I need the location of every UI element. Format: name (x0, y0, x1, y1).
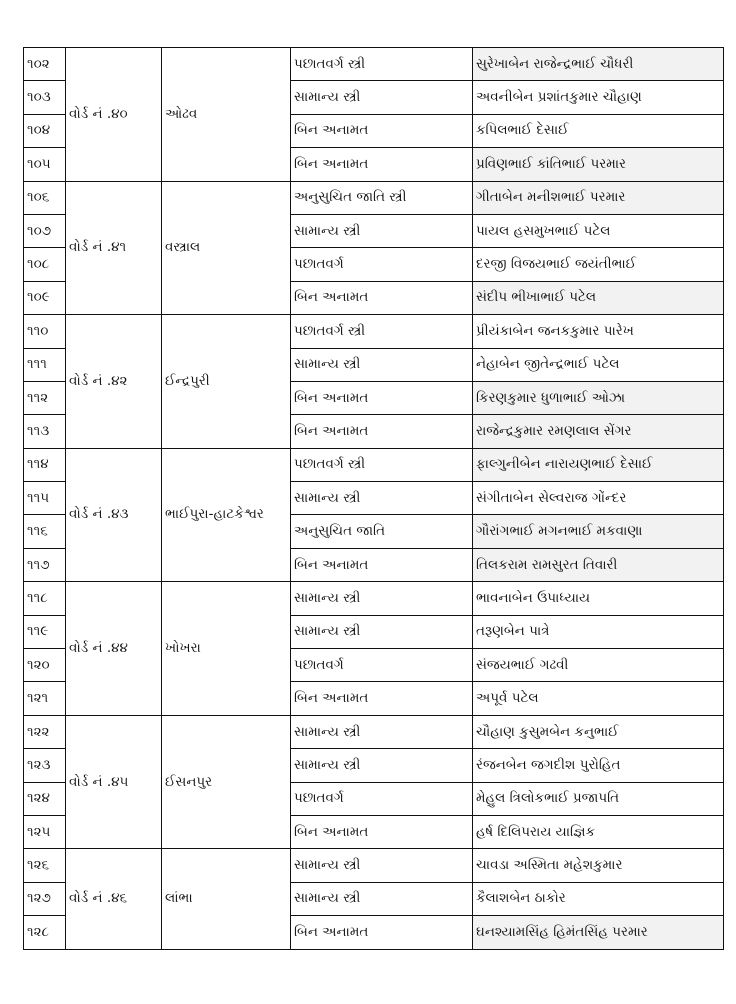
table-body (24, 48, 724, 950)
reservation-category: બિન અનામત (291, 815, 473, 848)
candidate-name: ફાલ્ગુનીબેન નારાયણભાઈ દેસાઈ (473, 448, 724, 481)
table-row (24, 582, 724, 615)
candidate-name: તરૂણબેન પાત્રે (473, 615, 724, 648)
ward-number: વોર્ડ નં .૪૬ (66, 849, 162, 949)
ward-number: વોર્ડ નં .૪૦ (66, 48, 162, 182)
candidate-name: સંદીપ ભીખાભાઈ પટેલ (473, 281, 724, 314)
seat-number: ૧૦૪ (24, 114, 66, 147)
seat-number: ૧૦૭ (24, 214, 66, 247)
reservation-category: બિન અનામત (291, 548, 473, 581)
candidate-name: ભાવનાબેન ઉપાધ્યાય (473, 582, 724, 615)
candidate-name: ચાવડા અસ્મિતા મહેશકુમાર (473, 849, 724, 882)
candidate-name: કૈલાશબેન ઠાકોર (473, 882, 724, 915)
seat-number: ૧૨૪ (24, 782, 66, 815)
table-row (24, 48, 724, 81)
seat-number: ૧૨૫ (24, 815, 66, 848)
seat-number: ૧૨૬ (24, 849, 66, 882)
reservation-category: સામાન્ય સ્ત્રી (291, 348, 473, 381)
ward-number: વોર્ડ નં .૪૫ (66, 715, 162, 849)
reservation-category: સામાન્ય સ્ત્રી (291, 582, 473, 615)
ward-area: ઓઢવ (162, 48, 291, 182)
table-row (24, 181, 724, 214)
candidate-name: સુરેખાબેન રાજેન્દ્રભાઈ ચૌધરી (473, 48, 724, 81)
reservation-category: સામાન્ય સ્ત્રી (291, 749, 473, 782)
candidate-name: સંજયભાઈ ગઢવી (473, 649, 724, 682)
candidate-name: તિલકરામ રામસુરત તિવારી (473, 548, 724, 581)
seat-number: ૧૨૦ (24, 649, 66, 682)
candidate-name: મેહુલ ત્રિલોકભાઈ પ્રજાપતિ (473, 782, 724, 815)
ward-number: વોર્ડ નં .૪૩ (66, 448, 162, 582)
reservation-category: બિન અનામત (291, 281, 473, 314)
candidate-name: સંગીતાબેન સેલ્વરાજ ગોંન્દર (473, 482, 724, 515)
seat-number: ૧૨૧ (24, 682, 66, 715)
reservation-category: બિન અનામત (291, 381, 473, 414)
seat-number: ૧૨૩ (24, 749, 66, 782)
ward-area: લાંભા (162, 849, 291, 949)
reservation-category: પછાતવર્ગ (291, 649, 473, 682)
reservation-category: બિન અનામત (291, 682, 473, 715)
reservation-category: બિન અનામત (291, 916, 473, 949)
candidate-name: રાજેન્દ્રકુમાર રમણલાલ સેંગર (473, 415, 724, 448)
seat-number: ૧૧૦ (24, 315, 66, 348)
ward-number: વોર્ડ નં .૪૧ (66, 181, 162, 315)
ward-area: વસ્ત્રાલ (162, 181, 291, 315)
seat-number: ૧૦૯ (24, 281, 66, 314)
candidate-name: અપૂર્વ પટેલ (473, 682, 724, 715)
seat-number: ૧૧૧ (24, 348, 66, 381)
candidate-name: ગૌરાંગભાઈ મગનભાઈ મકવાણા (473, 515, 724, 548)
candidate-name: કિરણકુમાર ધુળાભાઈ ઓઝા (473, 381, 724, 414)
reservation-category: બિન અનામત (291, 148, 473, 181)
seat-number: ૧૧૨ (24, 381, 66, 414)
candidate-name: પ્રવિણભાઈ કાંતિભાઈ પરમાર (473, 148, 724, 181)
reservation-category: બિન અનામત (291, 415, 473, 448)
seat-number: ૧૦૮ (24, 248, 66, 281)
table-row (24, 715, 724, 748)
seat-number: ૧૧૩ (24, 415, 66, 448)
reservation-category: સામાન્ય સ્ત્રી (291, 81, 473, 114)
ward-area: ખોખરા (162, 582, 291, 716)
seat-number: ૧૧૪ (24, 448, 66, 481)
seat-number: ૧૨૮ (24, 916, 66, 949)
seat-number: ૧૨૭ (24, 882, 66, 915)
table-row (24, 448, 724, 481)
ward-reservation-table (23, 47, 724, 950)
reservation-category: સામાન્ય સ્ત્રી (291, 214, 473, 247)
ward-number: વોર્ડ નં .૪૪ (66, 582, 162, 716)
reservation-category: પછાતવર્ગ સ્ત્રી (291, 48, 473, 81)
reservation-category: સામાન્ય સ્ત્રી (291, 849, 473, 882)
seat-number: ૧૧૭ (24, 548, 66, 581)
ward-area: ઈન્દ્રપુરી (162, 315, 291, 449)
candidate-name: અવનીબેન પ્રશાંતકુમાર ચૌહાણ (473, 81, 724, 114)
reservation-category: સામાન્ય સ્ત્રી (291, 615, 473, 648)
candidate-name: ચૌહાણ કુસુમબેન કનુભાઈ (473, 715, 724, 748)
ward-area: ભાઈપુરા-હાટકેશ્વર (162, 448, 291, 582)
candidate-name: નેહાબેન જીતેન્દ્રભાઈ પટેલ (473, 348, 724, 381)
reservation-category: પછાતવર્ગ સ્ત્રી (291, 315, 473, 348)
reservation-category: પછાતવર્ગ સ્ત્રી (291, 448, 473, 481)
candidate-name: કપિલભાઈ દેસાઈ (473, 114, 724, 147)
candidate-name: દરજી વિજયભાઈ જયંતીભાઈ (473, 248, 724, 281)
candidate-name: પ્રીયંકાબેન જનકકુમાર પારેખ (473, 315, 724, 348)
reservation-category: સામાન્ય સ્ત્રી (291, 715, 473, 748)
seat-number: ૧૦૬ (24, 181, 66, 214)
reservation-category: અનુસુચિત જાતિ (291, 515, 473, 548)
reservation-category: સામાન્ય સ્ત્રી (291, 882, 473, 915)
seat-number: ૧૧૬ (24, 515, 66, 548)
table-row (24, 315, 724, 348)
reservation-category: સામાન્ય સ્ત્રી (291, 482, 473, 515)
candidate-name: ગીતાબેન મનીશભાઈ પરમાર (473, 181, 724, 214)
candidate-name: હર્ષ દિલિપરાય યાજ્ઞિક (473, 815, 724, 848)
seat-number: ૧૨૨ (24, 715, 66, 748)
seat-number: ૧૦૩ (24, 81, 66, 114)
ward-area: ઈસનપુર (162, 715, 291, 849)
candidate-name: રંજનબેન જગદીશ પુરોહિત (473, 749, 724, 782)
ward-number: વોર્ડ નં .૪૨ (66, 315, 162, 449)
seat-number: ૧૧૫ (24, 482, 66, 515)
reservation-category: અનુસુચિત જાતિ સ્ત્રી (291, 181, 473, 214)
seat-number: ૧૦૫ (24, 148, 66, 181)
table-row (24, 849, 724, 882)
reservation-category: પછાતવર્ગ (291, 782, 473, 815)
candidate-name: પાયલ હસમુખભાઈ પટેલ (473, 214, 724, 247)
reservation-category: બિન અનામત (291, 114, 473, 147)
candidate-name: ઘનશ્યામસિંહ હિમંતસિંહ પરમાર (473, 916, 724, 949)
seat-number: ૧૦૨ (24, 48, 66, 81)
seat-number: ૧૧૮ (24, 582, 66, 615)
seat-number: ૧૧૯ (24, 615, 66, 648)
reservation-category: પછાતવર્ગ (291, 248, 473, 281)
